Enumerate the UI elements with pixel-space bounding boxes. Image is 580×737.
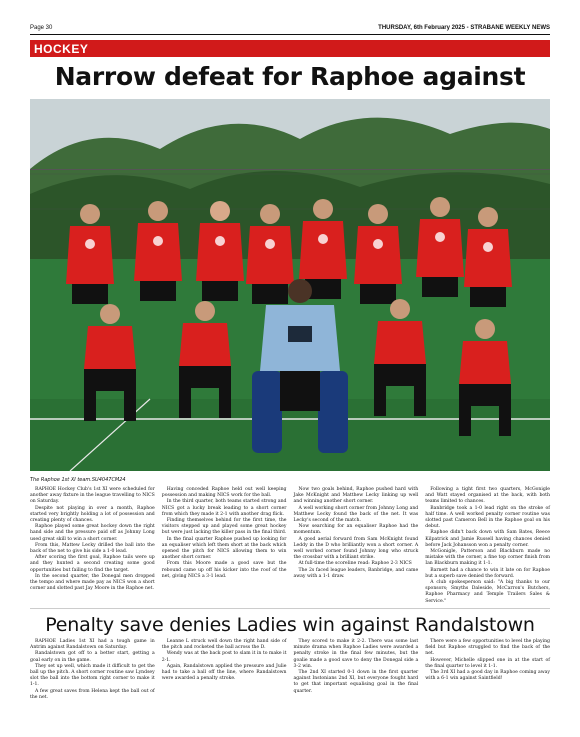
- paragraph: Now two goals behind, Raphoe pushed hard with Jake McKnight and Matthew Lecky linking up well and winning another short corner.: [293, 487, 419, 505]
- paragraph: After scoring the first goal, Raphoe tails were up and they hunted a second creating some good opportunities but failing to find the target.: [30, 555, 155, 573]
- paragraph: Having conceded Raphoe held out well keeping possession and making NICS work for the ball.: [161, 487, 287, 499]
- paragraph: Raphoe didn't back down with Sam Bates, Reece Kilpatrick and Jamie Russell having chances denied before Jack Johansson won a penalty corner.: [425, 530, 550, 548]
- page-header: [30, 22, 550, 32]
- paragraph: RAPHOE Hockey Club's 1st XI were scheduled for another away fixture in the league travelling to NICS on Saturday.: [30, 487, 155, 505]
- paragraph: However, Michelle slipped one in at the start of the final quarter to level it 1-1.: [425, 657, 550, 669]
- paragraph: The 2nd XI started 0-1 down in the first quarter against Instonians 2nd XI, but everyone fought hard to get that important equalising goal in the final quarter.: [293, 670, 419, 694]
- paragraph: Wendy was at the back post to slam it in to make it 2-1.: [161, 651, 287, 663]
- column-1: [30, 487, 155, 603]
- paragraph: Now searching for an equaliser Raphoe had the momentum.: [293, 524, 419, 536]
- paragraph: They scored to make it 2-2. There was some last minute drama when Raphoe Ladies were awarded a penalty stroke in the final few minutes, but the goalie made a good save to deny the Donegal side a 3-2 win.: [293, 639, 419, 669]
- paragraph: In the second quarter, the Donegal men dropped the tempo and where made pay as NICS won a short corner and slotted past Jay Moore in the Raphoe net.: [30, 573, 155, 592]
- paragraph: Raphoe played some great hockey down the right hand side and the pressure paid off as Johnny Long used great skill to win a short corner.: [30, 524, 155, 542]
- paragraph: Following a tight first two quarters, McGonigle and Watt stayed organised at the back, with both teams limited to chances.: [425, 487, 550, 505]
- column-4: [425, 639, 550, 734]
- paragraph: A club spokesperson said: "A big thanks to our sponsors; Smyths Daleside, McCarron's Butchers, Raphoe Pharmacy and Temple Trailers Sales & Service.": [425, 580, 550, 604]
- paragraph: Banbridge took a 1-0 lead right on the stroke of half time. A well worked penalty corner routine was slotted past Cameron Bell in the Raphoe goal on his debut.: [425, 505, 550, 530]
- section-banner: [30, 40, 550, 57]
- paragraph: The 2s faced league leaders, Banbridge, and came away with a 1-1 draw.: [293, 567, 419, 579]
- paragraph: Finding themselves behind for the first time, the visitors stepped up and played some great hockey but were just lacking the killer pass in the final third.: [161, 518, 287, 536]
- column-2: [162, 639, 287, 734]
- paragraph: McGonigle, Patterson and Blackburn made no mistake with the corner, a fine top corner finish from Ian Blackburn making it 1-1.: [425, 549, 550, 567]
- column-1: [30, 639, 155, 734]
- paragraph: In the final quarter Raphoe pushed up looking for an equaliser which left them short at the back which opened the pitch for NICS allowing them to win another short corner.: [161, 536, 287, 561]
- section-label: HOCKEY: [34, 42, 89, 56]
- paragraph: From this Moore made a good save but the rebound came up off his kicker into the roof of the net, giving NICS a 3-1 lead.: [161, 561, 287, 579]
- article-body: [30, 487, 550, 603]
- paragraph: In the third quarter, both teams started strong and NICS got a lucky break leading to a short corner from which they made it 2-1 with another drag flick.: [161, 499, 287, 517]
- article-divider: [30, 608, 550, 609]
- paragraph: Despite not playing in over a month, Raphoe started very brightly holding a lot of possession and creating plenty of chances.: [30, 505, 155, 524]
- column-2: [162, 487, 287, 603]
- paragraph: Barnett had a chance to win it late on for Raphoe but a superb save denied the forward.: [425, 567, 550, 579]
- paragraph: A few great saves from Helena kept the ball out of the net.: [30, 688, 155, 700]
- paragraph: They set up well, which made it difficult to get the ball up the pitch. A short corner routine saw Lyndsey slot the ball into the bottom right corner to make it 1-1.: [30, 663, 155, 688]
- column-3: [294, 639, 419, 734]
- paragraph: There were a few opportunities to level the playing field but Raphoe struggled to find the back of the net.: [425, 639, 550, 657]
- page-number: Page 30: [30, 25, 53, 31]
- column-3: [294, 487, 419, 603]
- paragraph: Randalstown got off to a better start, getting a goal early on in the game.: [30, 651, 155, 663]
- paragraph: RAPHOE Ladies 1st XI had a tough game in Antrim against Randalstown on Saturday.: [30, 639, 155, 651]
- paragraph: From this, Mattew Lecky drilled the ball into the back of the net to give his side a 1-0 lead.: [30, 542, 155, 555]
- team-photo: [30, 99, 550, 471]
- article-headline: Narrow defeat for Raphoe against: [54, 62, 526, 91]
- article-headline-2: Penalty save denies Ladies win against Randalstown: [45, 614, 535, 636]
- paragraph: The 3rd XI had a good day in Raphoe coming away with a 6-1 win against Saintfield!: [425, 670, 550, 682]
- paragraph: Again, Randalstown applied the pressure and Julie had to take a ball off the line, where Randalstown were awarded a penalty stroke.: [161, 663, 287, 682]
- column-4: [425, 487, 550, 603]
- paragraph: Leanne L struck well down the right hand side of the pitch and rocketed the ball across the D.: [161, 639, 287, 651]
- dateline: THURSDAY, 6th February 2025 - STRABANE WEEKLY NEWS: [378, 25, 550, 31]
- header-rule: [30, 34, 550, 35]
- photo-caption: The Raphoe 1st XI team.SU4047CM24: [30, 477, 126, 483]
- paragraph: A good aerial forward from Sam McKnight found Leddy in the D who brilliantly won a short corner. A well worked corner found Johnny long who struck the crossbar with a brilliant strike.: [293, 536, 419, 561]
- paragraph: A well working short corner from Johnny Long and Matthew Lecky found the back of the net. It was Lecky's second of the match.: [293, 505, 419, 524]
- paragraph: At full-time the scoreline read: Raphoe 2-3 NICS: [298, 561, 412, 567]
- article-body-2: [30, 639, 550, 734]
